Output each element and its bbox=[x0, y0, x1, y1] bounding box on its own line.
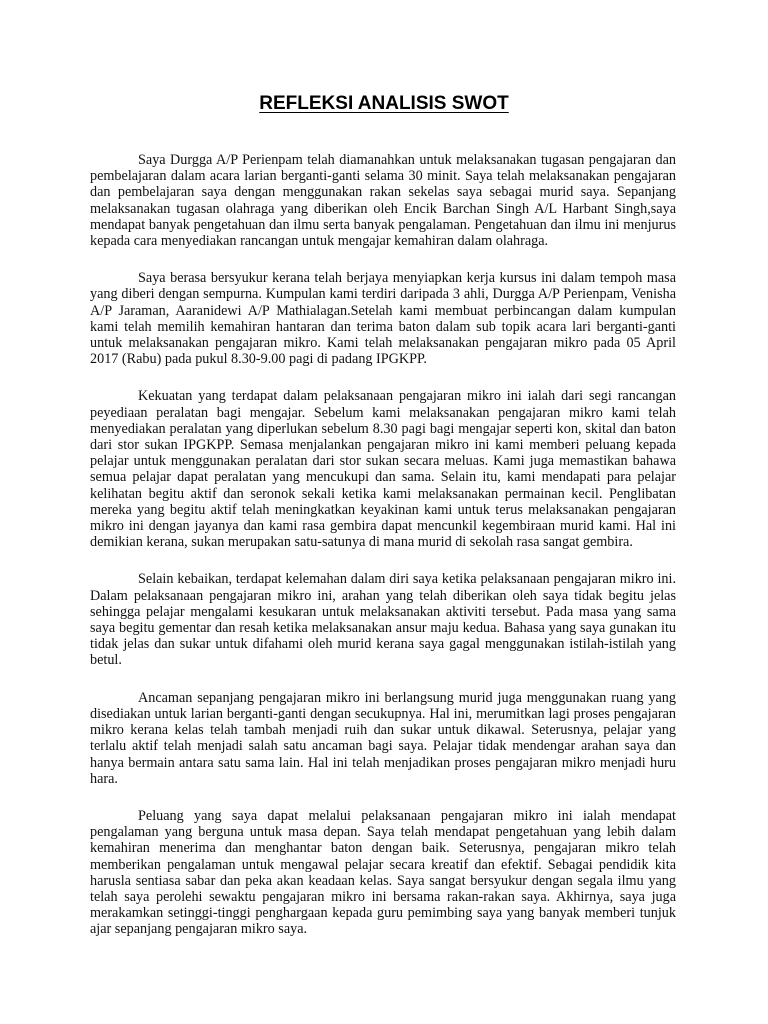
document-title bbox=[0, 93, 768, 115]
paragraph-threats: Ancaman sepanjang pengajaran mikro ini berlangsung murid juga menggunakan ruang yang disediakan untuk larian berganti-ganti dengan secukupnya. Hal ini, merumitkan lagi proses pengajaran mikro kerana kelas telah tambah menjadi ruih dan sukar untuk dikawal. Seterusnya, pelajar yang terlalu aktif telah menjadi salah satu ancaman bagi saya. Pelajar tidak mendengar arahan saya dan hanya bermain antara satu sama lain. Hal ini telah menjadikan proses pengajaran mikro menjadi huru hara. bbox=[90, 689, 676, 787]
paragraph-introduction: Saya Durgga A/P Perienpam telah diamanahkan untuk melaksanakan tugasan pengajaran dan pembelajaran dalam acara larian berganti-ganti selama 30 minit. Saya telah melaksanakan pengajaran dan pembelajaran saya dengan menggunakan rakan sekelas saya sebagai murid saya. Sepanjang melaksanakan tugasan olahraga yang diberikan oleh Encik Barchan Singh A/L Harbant Singh,saya mendapat banyak pengetahuan dan ilmu serta banyak pengalaman. Pengetahuan dan ilmu ini menjurus kepada cara menyediakan rancangan untuk mengajar kemahiran dalam olahraga. bbox=[90, 152, 676, 250]
document-body bbox=[90, 152, 676, 959]
paragraph-group-details: Saya berasa bersyukur kerana telah berjaya menyiapkan kerja kursus ini dalam tempoh masa yang diberi dengan sempurna. Kumpulan kami terdiri daripada 3 ahli, Durgga A/P Perienpam, Venisha A/P Jaraman, Aaranidewi A/P Mathialagan.Setelah kami membuat perbincangan dalam kumpulan kami telah memilih kemahiran hantaran dan terima baton dalam sub topik acara lari berganti-ganti untuk melaksanakan pengajaran mikro. Kami telah melaksanakan pengajaran mikro pada 05 April 2017 (Rabu) pada pukul 8.30-9.00 pagi di padang IPGKPP. bbox=[90, 270, 676, 368]
paragraph-opportunities: Peluang yang saya dapat melalui pelaksanaan pengajaran mikro ini ialah mendapat pengalaman yang berguna untuk masa depan. Saya telah mendapat pengetahuan yang lebih dalam kemahiran menerima dan menghantar baton dengan baik. Seterusnya, pengajaran mikro telah memberikan pengalaman untuk mengawal pelajar secara kreatif dan efektif. Sebagai pendidik kita harusla sentiasa sabar dan peka akan keadaan kelas. Saya sangat bersyukur dengan segala ilmu yang telah saya perolehi sewaktu pengajaran mikro ini bersama rakan-rakan saya. Akhirnya, saya juga merakamkan setinggi-tinggi penghargaan kepada guru pemimbing saya yang banyak memberi tunjuk ajar sepanjang pengajaran mikro saya. bbox=[90, 807, 676, 938]
paragraph-strengths: Kekuatan yang terdapat dalam pelaksanaan pengajaran mikro ini ialah dari segi rancangan peyediaan peralatan bagi mengajar. Sebelum kami melaksanakan pengajaran mikro kami telah menyediakan peralatan yang diperlukan sebelum 8.30 pagi bagi mengajar seperti kon, skital dan baton dari stor sukan IPGKPP. Semasa menjalankan pengajaran mikro ini kami memberi peluang kepada pelajar untuk menggunakan peralatan dari stor sukan secara meluas. Kami juga memastikan bahawa semua pelajar dapat peralatan yang mencukupi dan sama. Selain itu, kami mendapati para pelajar kelihatan begitu aktif dan seronok sekali ketika kami melaksanakan permainan kecil. Penglibatan mereka yang begitu aktif telah meningkatkan keyakinan kami untuk terus melaksanakan pengajaran mikro ini dengan jayanya dan kami rasa gembira dapat mencunkil kegembiraan murid kami. Hal ini demikian kerana, sukan merupakan satu-satunya di mana murid di sekolah rasa sangat gembira. bbox=[90, 388, 676, 551]
document-title-text: REFLEKSI ANALISIS SWOT bbox=[259, 93, 509, 114]
paragraph-weaknesses: Selain kebaikan, terdapat kelemahan dalam diri saya ketika pelaksanaan pengajaran mikro ini. Dalam pelaksanaan pengajaran mikro ini, arahan yang telah diberikan oleh saya tidak begitu jelas sehingga pelajar mengalami kesukaran untuk melaksanakan aktiviti tersebut. Pada masa yang sama saya begitu gementar dan resah ketika melaksanakan ansur maju kedua. Bahasa yang saya gunakan itu tidak jelas dan sukar untuk difahami oleh murid kerana saya gagal menggunakan istilah-istilah yang betul. bbox=[90, 571, 676, 669]
